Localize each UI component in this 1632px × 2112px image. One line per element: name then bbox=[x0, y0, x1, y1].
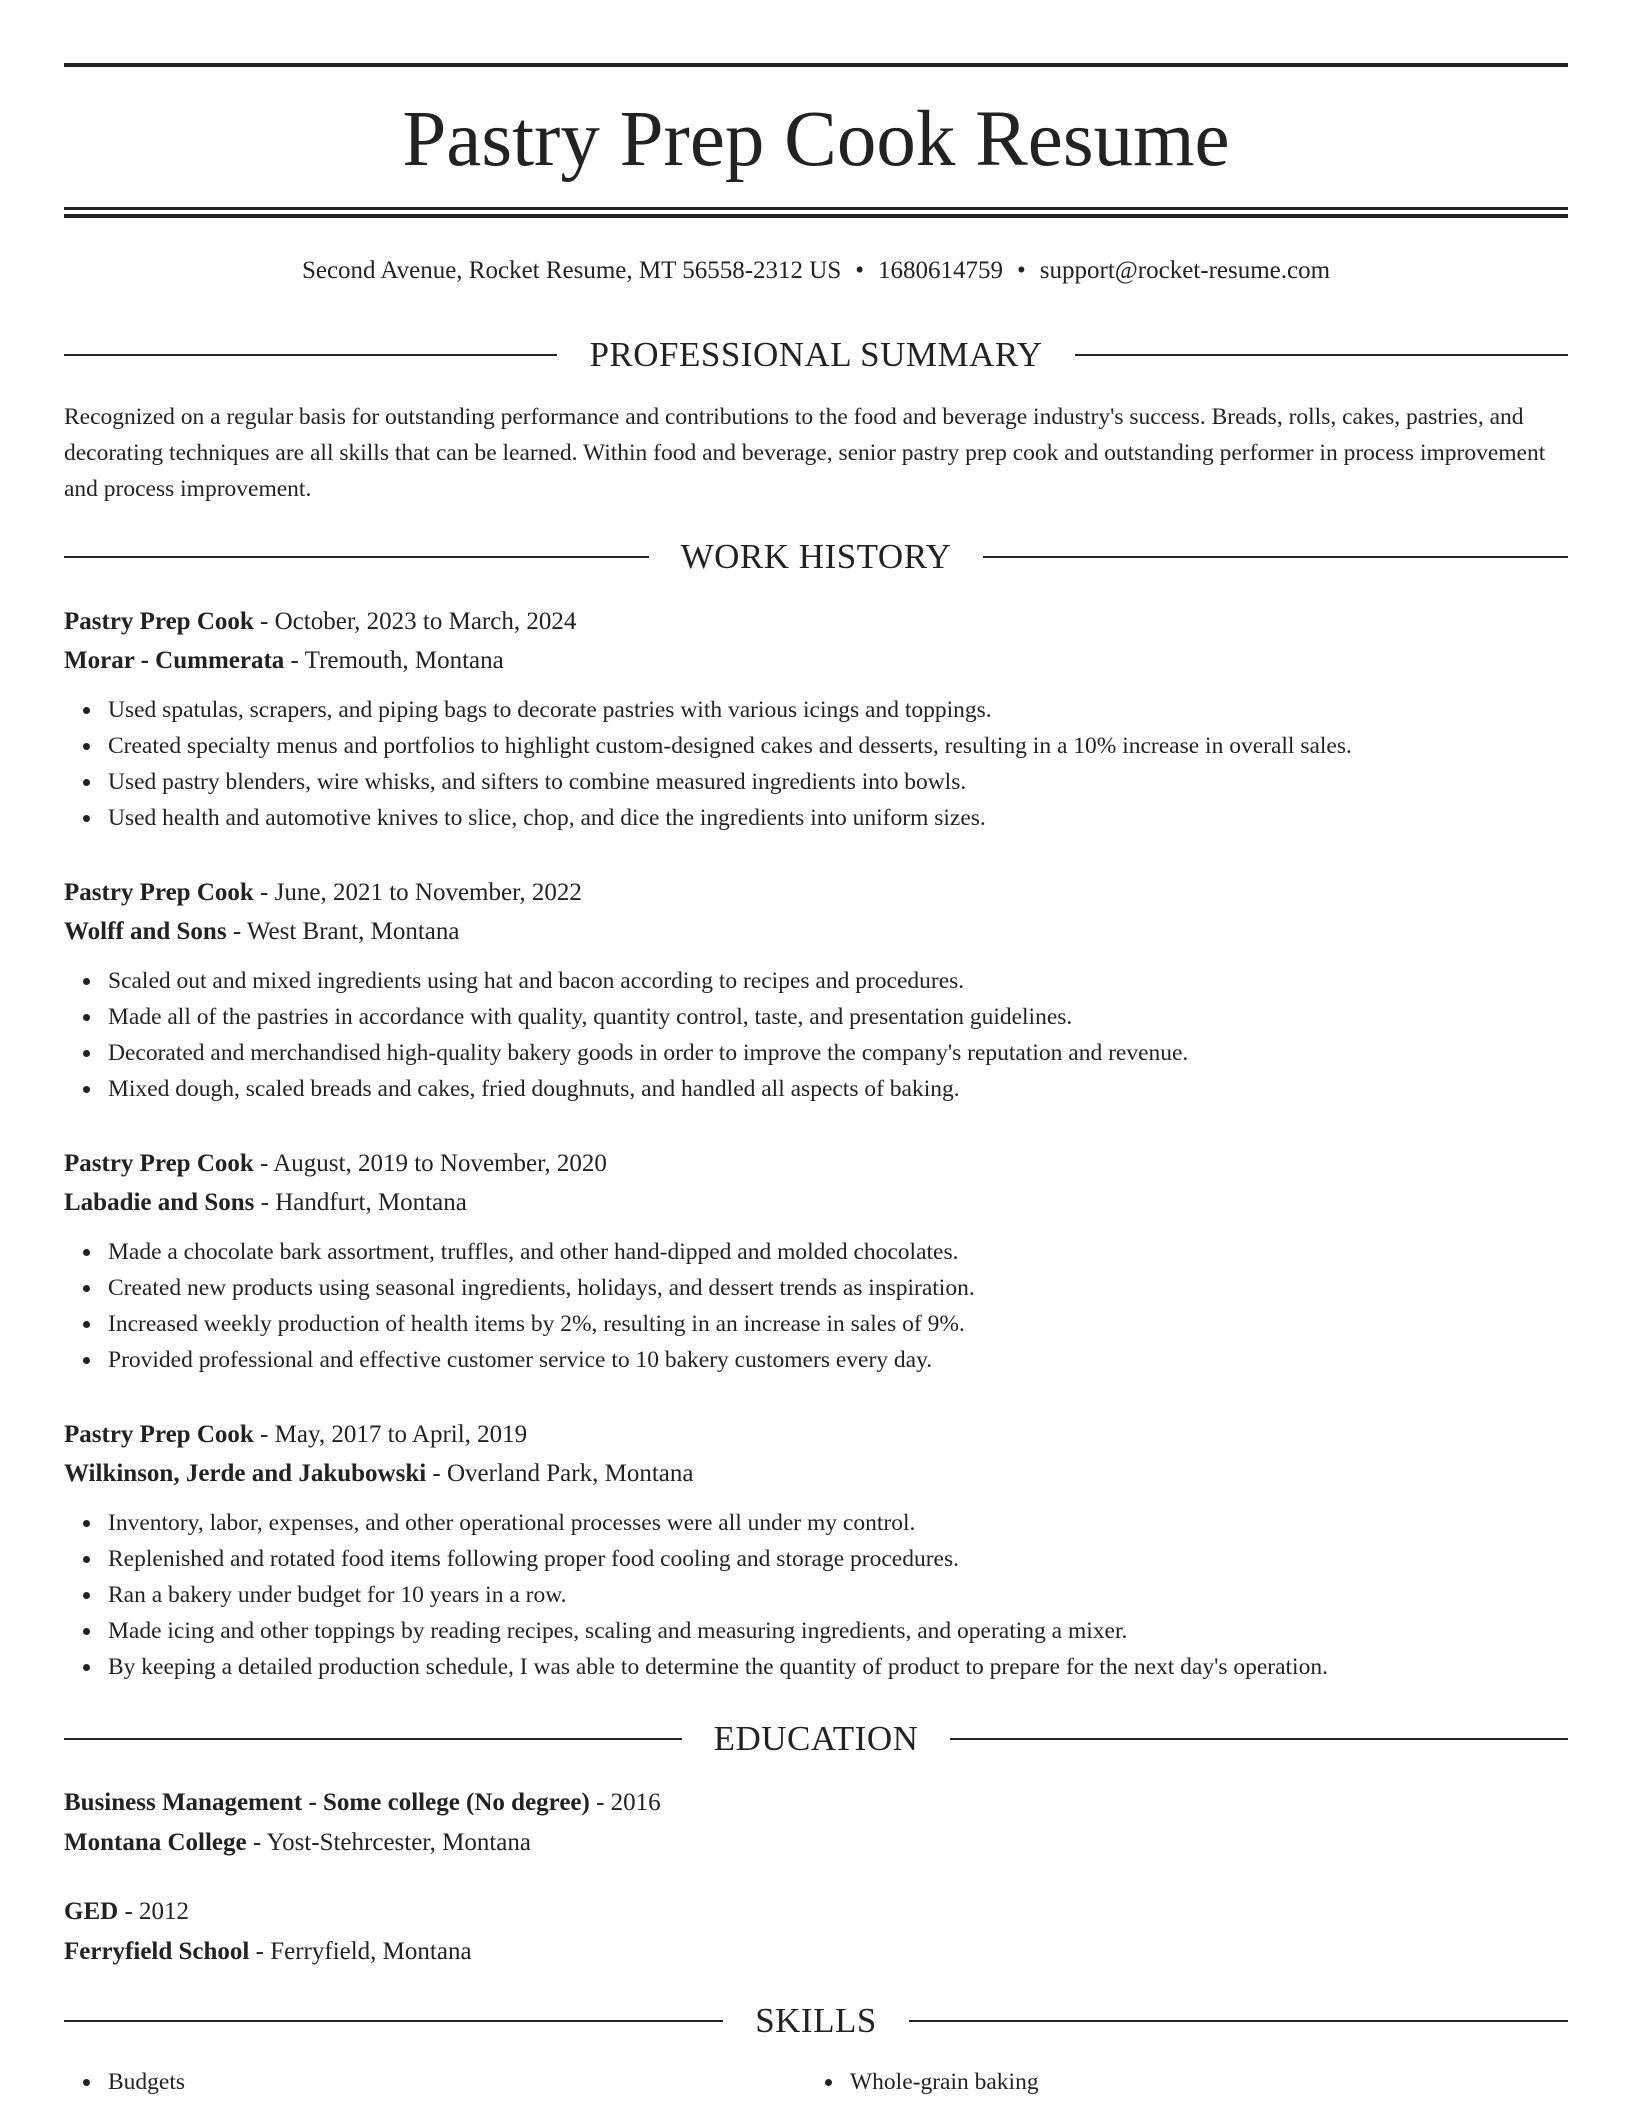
job-bullet: Made icing and other toppings by reading recipes, scaling and measuring ingredients, and operating a mixer. bbox=[108, 1613, 1568, 1649]
education-location: - Yost-Stehrcester, Montana bbox=[246, 1829, 531, 1856]
job-title-line bbox=[64, 1144, 1568, 1183]
contact-separator: • bbox=[1017, 257, 1026, 284]
heading-rule bbox=[950, 1738, 1568, 1740]
top-rule bbox=[64, 63, 1568, 67]
job-company: Labadie and Sons bbox=[64, 1189, 255, 1216]
job-company: Wilkinson, Jerde and Jakubowski bbox=[64, 1460, 427, 1487]
job-entry bbox=[64, 873, 1568, 1107]
education-year: - 2016 bbox=[589, 1789, 661, 1816]
heading-rule bbox=[983, 556, 1568, 558]
section-heading-label: SKILLS bbox=[755, 2001, 877, 2040]
education-location: - Ferryfield, Montana bbox=[249, 1938, 472, 1965]
job-title-line bbox=[64, 873, 1568, 912]
job-entry bbox=[64, 1415, 1568, 1685]
job-title: Pastry Prep Cook bbox=[64, 1421, 254, 1448]
section-heading-label: EDUCATION bbox=[713, 1719, 919, 1758]
job-bullet: Mixed dough, scaled breads and cakes, fried doughnuts, and handled all aspects of baking. bbox=[108, 1071, 1568, 1107]
education-degree-line bbox=[64, 1892, 1568, 1932]
job-bullet: Provided professional and effective customer service to 10 bakery customers every day. bbox=[108, 1342, 1568, 1378]
job-dates: - October, 2023 to March, 2024 bbox=[253, 608, 577, 635]
section-heading-label: WORK HISTORY bbox=[680, 537, 952, 576]
job-bullets bbox=[64, 692, 1568, 836]
summary-text: Recognized on a regular basis for outstanding performance and contributions to the food and beverage industry's success. Breads, rolls, cakes, pastries, and decorating techniques are all skills that can be learned. Within food and beverage, senior pastry prep cook and outstanding performer in process improvement and process improvement. bbox=[64, 404, 1546, 502]
job-bullet: Created new products using seasonal ingredients, holidays, and dessert trends as inspiration. bbox=[108, 1270, 1568, 1306]
section-heading-work-history bbox=[64, 534, 1568, 580]
job-company-line bbox=[64, 912, 1568, 951]
job-dates: - May, 2017 to April, 2019 bbox=[253, 1421, 528, 1448]
skills-column-left bbox=[64, 2064, 806, 2100]
education-school-line bbox=[64, 1823, 1568, 1863]
job-company-line bbox=[64, 641, 1568, 680]
section-heading-summary bbox=[64, 332, 1568, 378]
job-bullet: Made all of the pastries in accordance with quality, quantity control, taste, and presentation guidelines. bbox=[108, 999, 1568, 1035]
job-bullet: Increased weekly production of health items by 2%, resulting in an increase in sales of 9%. bbox=[108, 1306, 1568, 1342]
job-entry bbox=[64, 602, 1568, 836]
skill-item: Budgets bbox=[108, 2064, 806, 2100]
education-school: Ferryfield School bbox=[64, 1938, 250, 1965]
heading-rule bbox=[64, 354, 557, 356]
education-school-line bbox=[64, 1932, 1568, 1972]
education-degree: GED bbox=[64, 1898, 119, 1925]
title-double-rule bbox=[64, 207, 1568, 218]
job-bullet: Decorated and merchandised high-quality bakery goods in order to improve the company's reputation and revenue. bbox=[108, 1035, 1568, 1071]
job-title: Pastry Prep Cook bbox=[64, 879, 254, 906]
job-bullets bbox=[64, 963, 1568, 1107]
skill-item: Whole-grain baking bbox=[850, 2064, 1548, 2100]
contact-line bbox=[64, 254, 1568, 288]
job-title: Pastry Prep Cook bbox=[64, 608, 254, 635]
section-heading-skills bbox=[64, 1998, 1568, 2044]
education-degree-line bbox=[64, 1783, 1568, 1823]
heading-rule bbox=[64, 2020, 723, 2022]
heading-rule bbox=[64, 556, 649, 558]
job-company-line bbox=[64, 1454, 1568, 1493]
heading-rule bbox=[1075, 354, 1568, 356]
education-entry bbox=[64, 1783, 1568, 1863]
job-location: - Handfurt, Montana bbox=[254, 1189, 467, 1216]
section-heading-label: PROFESSIONAL SUMMARY bbox=[589, 335, 1043, 374]
job-entry bbox=[64, 1144, 1568, 1378]
job-bullet: Replenished and rotated food items following proper food cooling and storage procedures. bbox=[108, 1541, 1568, 1577]
education-year: - 2012 bbox=[118, 1898, 190, 1925]
education-entry bbox=[64, 1892, 1568, 1972]
job-company-line bbox=[64, 1183, 1568, 1222]
job-title: Pastry Prep Cook bbox=[64, 1150, 254, 1177]
job-location: - West Brant, Montana bbox=[226, 918, 460, 945]
heading-rule bbox=[64, 1738, 682, 1740]
job-bullet: Ran a bakery under budget for 10 years in a row. bbox=[108, 1577, 1568, 1613]
job-dates: - August, 2019 to November, 2020 bbox=[253, 1150, 607, 1177]
resume-title: Pastry Prep Cook Resume bbox=[402, 96, 1230, 183]
job-bullet: Used health and automotive knives to slice, chop, and dice the ingredients into uniform sizes. bbox=[108, 800, 1568, 836]
job-bullet: Created specialty menus and portfolios to highlight custom-designed cakes and desserts, resulting in a 10% increase in overall sales. bbox=[108, 728, 1568, 764]
job-bullet: By keeping a detailed production schedule, I was able to determine the quantity of product to prepare for the next day's operation. bbox=[108, 1649, 1568, 1685]
job-title-line bbox=[64, 1415, 1568, 1454]
job-bullet: Used pastry blenders, wire whisks, and sifters to combine measured ingredients into bowls. bbox=[108, 764, 1568, 800]
contact-address: Second Avenue, Rocket Resume, MT 56558-2312 US bbox=[301, 257, 842, 284]
job-bullet: Made a chocolate bark assortment, truffles, and other hand-dipped and molded chocolates. bbox=[108, 1234, 1568, 1270]
section-heading-education bbox=[64, 1716, 1568, 1762]
heading-rule bbox=[909, 2020, 1568, 2022]
education-degree: Business Management - Some college (No degree) bbox=[64, 1789, 590, 1816]
job-company: Morar - Cummerata bbox=[64, 647, 285, 674]
contact-email: support@rocket-resume.com bbox=[1039, 257, 1331, 284]
job-location: - Tremouth, Montana bbox=[284, 647, 504, 674]
job-dates: - June, 2021 to November, 2022 bbox=[253, 879, 582, 906]
contact-separator: • bbox=[855, 257, 864, 284]
job-title-line bbox=[64, 602, 1568, 641]
job-company: Wolff and Sons bbox=[64, 918, 227, 945]
education-school: Montana College bbox=[64, 1829, 247, 1856]
contact-phone: 1680614759 bbox=[878, 257, 1003, 284]
job-bullet: Inventory, labor, expenses, and other operational processes were all under my control. bbox=[108, 1505, 1568, 1541]
job-bullets bbox=[64, 1234, 1568, 1378]
job-bullet: Used spatulas, scrapers, and piping bags to decorate pastries with various icings and toppings. bbox=[108, 692, 1568, 728]
skills-column-right bbox=[806, 2064, 1548, 2100]
skills-list bbox=[64, 2064, 1568, 2100]
job-location: - Overland Park, Montana bbox=[426, 1460, 694, 1487]
job-bullets bbox=[64, 1505, 1568, 1685]
job-bullet: Scaled out and mixed ingredients using hat and bacon according to recipes and procedures. bbox=[108, 963, 1568, 999]
